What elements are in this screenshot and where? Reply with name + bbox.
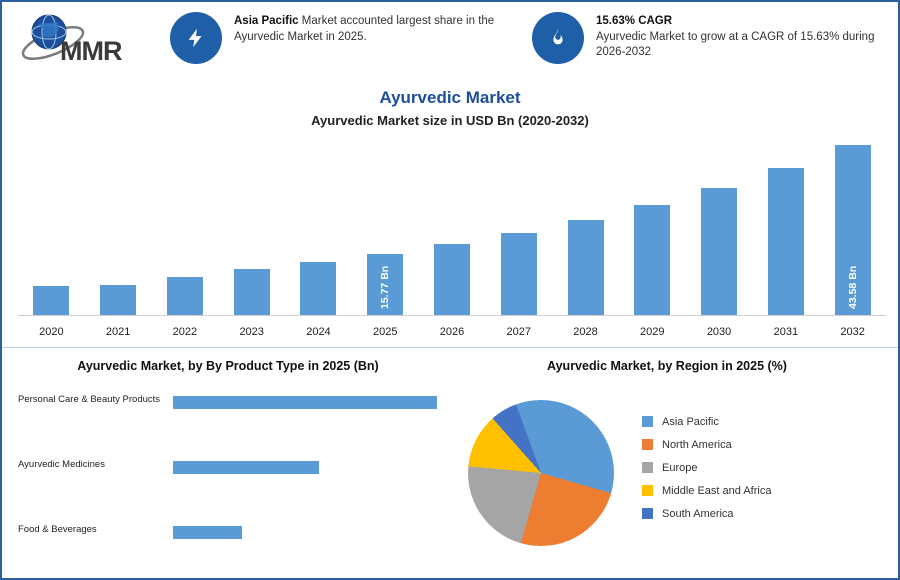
product-type-bar	[173, 461, 319, 474]
product-type-row	[18, 394, 448, 434]
region-legend	[642, 410, 872, 525]
legend-item	[642, 479, 872, 502]
flame-icon	[532, 12, 584, 64]
product-type-chart-title: Ayurvedic Market, by By Product Type in 2025 (Bn)	[77, 359, 379, 373]
callout-cagr-rest: Ayurvedic Market to grow at a CAGR of 15.63% during 2026-2032	[596, 30, 875, 59]
legend-label: Europe	[662, 461, 698, 474]
callout-asia-pacific-rest: Market accounted largest share in the Ayurvedic Market in 2025.	[234, 15, 495, 43]
page-title: Ayurvedic Market	[379, 88, 521, 107]
bar	[501, 233, 537, 315]
product-type-bar	[173, 396, 437, 409]
legend-swatch	[642, 439, 653, 450]
legend-swatch	[642, 462, 653, 473]
legend-item	[642, 433, 872, 456]
x-axis-tick-label: 2024	[306, 326, 331, 338]
product-type-bar-chart	[18, 384, 448, 559]
product-type-label: Ayurvedic Medicines	[18, 459, 105, 470]
legend-label: South America	[662, 507, 734, 520]
x-axis-tick-label: 2026	[439, 326, 465, 338]
x-axis-line	[18, 315, 886, 316]
legend-item	[642, 502, 872, 525]
product-type-label: Food & Beverages	[18, 524, 97, 535]
x-axis-tick-label: 2031	[773, 326, 799, 338]
bar-series	[18, 136, 886, 315]
logo-text: MMR	[60, 36, 122, 66]
legend-swatch	[642, 508, 653, 519]
lightning-bolt-icon	[170, 12, 222, 64]
bar	[701, 188, 737, 315]
x-axis-tick-label: 2029	[640, 326, 665, 338]
product-type-row	[18, 524, 448, 564]
product-type-label: Personal Care & Beauty Products	[18, 394, 161, 405]
bar	[434, 244, 470, 315]
legend-item	[642, 456, 872, 479]
legend-label: North America	[662, 438, 732, 451]
x-axis-tick-label: 2030	[706, 326, 732, 338]
legend-label: Asia Pacific	[662, 415, 719, 428]
x-axis-tick-label: 2025	[372, 326, 398, 338]
legend-swatch	[642, 416, 653, 427]
market-size-bar-chart	[18, 136, 886, 341]
bar	[234, 269, 270, 315]
section-divider	[2, 347, 898, 348]
x-axis-tick-label: 2027	[506, 326, 531, 338]
x-axis-tick-label: 2021	[105, 326, 131, 338]
x-axis-tick-label: 2028	[573, 326, 598, 338]
region-pie-chart	[468, 400, 614, 546]
legend-swatch	[642, 485, 653, 496]
callout-asia-pacific-text	[234, 14, 524, 45]
bar	[568, 220, 604, 315]
chart-subtitle: Ayurvedic Market size in USD Bn (2020-2032)	[311, 113, 589, 128]
product-type-row	[18, 459, 448, 499]
legend-label: Middle East and Africa	[662, 484, 772, 497]
callout-cagr-strong: 15.63% CAGR	[596, 15, 673, 27]
x-axis-tick-label: 2022	[172, 326, 198, 338]
x-axis-tick-label: 2020	[39, 326, 64, 338]
region-chart-title: Ayurvedic Market, by Region in 2025 (%)	[547, 359, 787, 373]
callout-cagr-text	[596, 14, 886, 61]
bar	[768, 168, 804, 315]
bar	[167, 277, 203, 315]
header	[2, 2, 898, 84]
bar	[33, 286, 69, 315]
bar-value-label: 43.58 Bn	[846, 265, 859, 309]
x-axis-tick-label: 2023	[239, 326, 264, 338]
company-logo	[16, 10, 162, 72]
bar	[300, 262, 336, 315]
bar	[100, 285, 136, 315]
callout-asia-pacific-strong: Asia Pacific	[234, 15, 299, 27]
legend-item	[642, 410, 872, 433]
x-axis-tick-label: 2032	[840, 326, 865, 338]
product-type-bar	[173, 526, 242, 539]
bar	[634, 205, 670, 315]
bar-value-label: 15.77 Bn	[379, 265, 392, 309]
